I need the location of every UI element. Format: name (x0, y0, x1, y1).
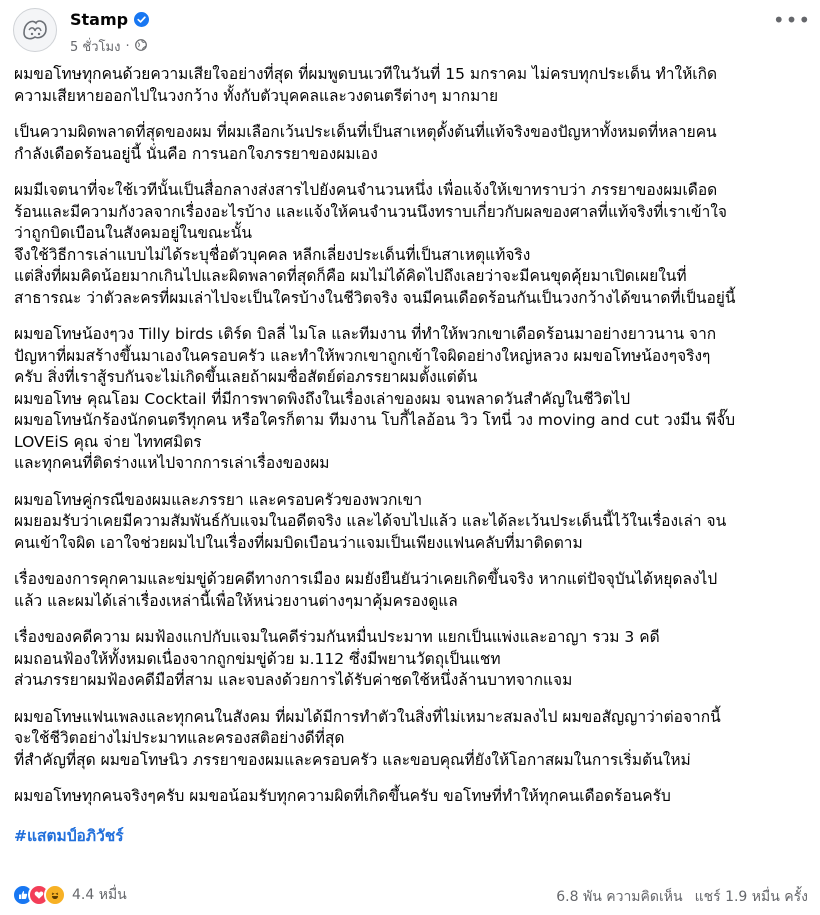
post-paragraph (14, 324, 810, 475)
reactions-summary[interactable] (12, 884, 127, 906)
post-text-line: ผมขอโทษแฟนเพลงและทุกคนในสังคม ที่ผมได้มีการทำตัวในสิ่งที่ไม่เหมาะสมลงไป ผมขอสัญญาว่าต่อจากนี้ (14, 707, 721, 726)
post-text-line: ปัญหาที่ผมสร้างขึ้นมาเองในครอบครัว และทำให้พวกเขาถูกเข้าใจผิดอย่างใหญ่หลวง ผมขอโทษน้องๆจริงๆ (14, 346, 711, 365)
post-text-line: สาธารณะ ว่าตัวละครที่ผมเล่าไปจะเป็นใครบ้างในชีวิตจริง จนมีคนเดือดร้อนกันเป็นวงกว้างได้ขนาดที่เป็นอยู่นี้ (14, 288, 736, 307)
post-header (0, 0, 820, 62)
comments-count[interactable]: 6.8 พัน ความคิดเห็น (556, 889, 683, 905)
post-text-line: LOVEiS คุณ จ่าย ไททศมิตร (14, 432, 202, 451)
more-options-icon[interactable]: ••• (772, 8, 812, 32)
post-text-line: ที่สำคัญที่สุด ผมขอโทษนิว ภรรยาของผมและครอบครัว และขอบคุณที่ยังให้โอกาสผมในการเริ่มต้นใหม่ (14, 750, 691, 769)
post-text-line: เป็นความผิดพลาดที่สุดของผม ที่ผมเลือกเว้นประเด็นที่เป็นสาเหตุดั้งต้นที่แท้จริงของปัญหาทั้งหมดที่หลายคน (14, 123, 717, 141)
post-paragraph (14, 122, 810, 165)
post-timestamp[interactable]: 5 ชั่วโมง (70, 40, 121, 55)
post-text-line: ครับ สิ่งที่เราสู้รบกันจะไม่เกิดขึ้นเลยถ้าผมซื่อสัตย์ต่อภรรยาผมตั้งแต่ต้น (14, 368, 478, 386)
post-text-line: ผมถอนฟ้องให้ทั้งหมดเนื่องจากถูกข่มขู่ด้วย ม.112 ซึ่งมีพยานวัตถุเป็นแชท (14, 649, 501, 668)
engagement-stats (556, 886, 808, 908)
post-text-line: แต่สิ่งที่ผมคิดน้อยมากเกินไปและผิดพลาดที่สุดก็คือ ผมไม่ได้คิดไปถึงเลยว่าจะมีคนขุดคุ้ยมาเปิดเผยในที่ (14, 267, 687, 285)
post-paragraph (14, 786, 810, 808)
post-text-line: ผมขอโทษทุกคนด้วยความเสียใจอย่างที่สุด ที่ผมพูดบนเวทีในวันที่ 15 มกราคม ไม่ครบทุกประเด็น ทำให้เกิด (14, 65, 718, 83)
post-text-line: ร้อนและมีความกังวลจากเรื่องอะไรบ้าง และแจ้งให้คนจำนวนนึงทราบเกี่ยวกับผลของศาลที่แท้จริงที่เราเข้าใจ (14, 202, 727, 221)
post-text-line: ผมขอโทษทุกคนจริงๆครับ ผมขอน้อมรับทุกความผิดที่เกิดขึ้นครับ ขอโทษที่ทำให้ทุกคนเดือดร้อนครับ (14, 787, 671, 805)
post-text-line: ผมยอมรับว่าเคยมีความสัมพันธ์กับแจมในอดีตจริง และได้จบไปแล้ว และได้ละเว้นประเด็นนี้ไว้ในเรื่องเล่า จน (14, 512, 727, 530)
post-paragraph (14, 64, 810, 107)
post-paragraph (14, 180, 810, 309)
post-text-line: แล้ว และผมได้เล่าเรื่องเหล่านี้เพื่อให้หน่วยงานต่างๆมาคุ้มครองดูแล (14, 591, 458, 610)
post-text-line: จึงใช้วิธีการเล่าแบบไม่ได้ระบุชื่อตัวบุคคล หลีกเลี่ยงประเด็นที่เป็นสาเหตุแท้จริง (14, 245, 531, 264)
post-text-line: และทุกคนที่ติดร่างแหไปจากการเล่าเรื่องของผม (14, 454, 330, 472)
post-text-line: ความเสียหายออกไปในวงกว้าง ทั้งกับตัวบุคคลและวงดนตรีต่างๆ มากมาย (14, 86, 499, 105)
author-avatar[interactable] (13, 8, 57, 52)
haha-icon (44, 884, 66, 906)
post-text-line: เรื่องของคดีความ ผมฟ้องแกปกับแจมในคดีร่วมกันหมื่นประมาท แยกเป็นแพ่งและอาญา รวม 3 คดี (14, 628, 660, 646)
post-body (14, 64, 810, 848)
post-text-line: ส่วนภรรยาผมฟ้องคดีมือที่สาม และจบลงด้วยการได้รับค่าชดใช้หนึ่งล้านบาทจากแจม (14, 671, 573, 689)
verified-badge-icon (134, 12, 149, 27)
globe-icon[interactable] (135, 39, 147, 55)
meta-separator: · (125, 39, 130, 54)
post-text-line: ผมขอโทษ คุณโอม Cocktail ที่มีการพาดพิงถึงในเรื่องเล่าของผม จนพลาดวันสำคัญในชีวิตไป (14, 389, 631, 408)
hashtag-link[interactable]: #แสตมป์อภิวัชร์ (14, 826, 124, 845)
post-text-line: ผมมีเจตนาที่จะใช้เวทีนั้นเป็นสื่อกลางส่งสารไปยังคนจำนวนหนึ่ง เพื่อแจ้งให้เขาทราบว่า ภรรยาของผมเดือด (14, 181, 718, 199)
post-text-line: ผมขอโทษนักร้องนักดนตรีทุกคน หรือใครก็ตาม ทีมงาน โบกี้ไลอ้อน วิว โทนี่ วง moving and cut วงมีน พีจั๊บ (14, 411, 736, 429)
post-text-line: คนเข้าใจผิด เอาใจช่วยผมไปในเรื่องที่ผมบิดเบือนว่าแจมเป็นเพียงแฟนคลับที่มาติดตาม (14, 533, 583, 552)
post-paragraph (14, 707, 810, 772)
author-name[interactable]: Stamp (70, 10, 129, 29)
post-paragraph (14, 490, 810, 555)
post-text-line: ผมขอโทษคู่กรณีของผมและภรรยา และครอบครัวของพวกเขา (14, 490, 423, 509)
post-text-line: ว่าถูกบิดเบือนในสังคมอยู่ในขณะนั้น (14, 224, 252, 242)
post-paragraph (14, 627, 810, 692)
post-footer (0, 880, 820, 910)
shares-count[interactable]: แชร์ 1.9 หมื่น ครั้ง (694, 889, 808, 905)
reactions-count[interactable]: 4.4 หมื่น (72, 887, 127, 903)
post-text-line: กำลังเดือดร้อนอยู่นี้ นั่นคือ การนอกใจภรรยาของผมเอง (14, 144, 378, 163)
post-text-line: จะใช้ชีวิตอย่างไม่ประมาทและครองสติอย่างดีที่สุด (14, 729, 345, 747)
post-text-line: ผมขอโทษน้องๆวง Tilly birds เติร์ด บิลลี่ ไมโล และทีมงาน ที่ทำให้พวกเขาเดือดร้อนมาอย่างยาวนาน จาก (14, 325, 717, 343)
post-paragraph (14, 569, 810, 612)
post-text-line: เรื่องของการคุกคามและข่มขู่ด้วยคดีทางการเมือง ผมยังยืนยันว่าเคยเกิดขึ้นจริง หากแต่ปัจจุบันได้หยุดลงไป (14, 570, 718, 588)
stamp-logo-icon (18, 13, 52, 47)
